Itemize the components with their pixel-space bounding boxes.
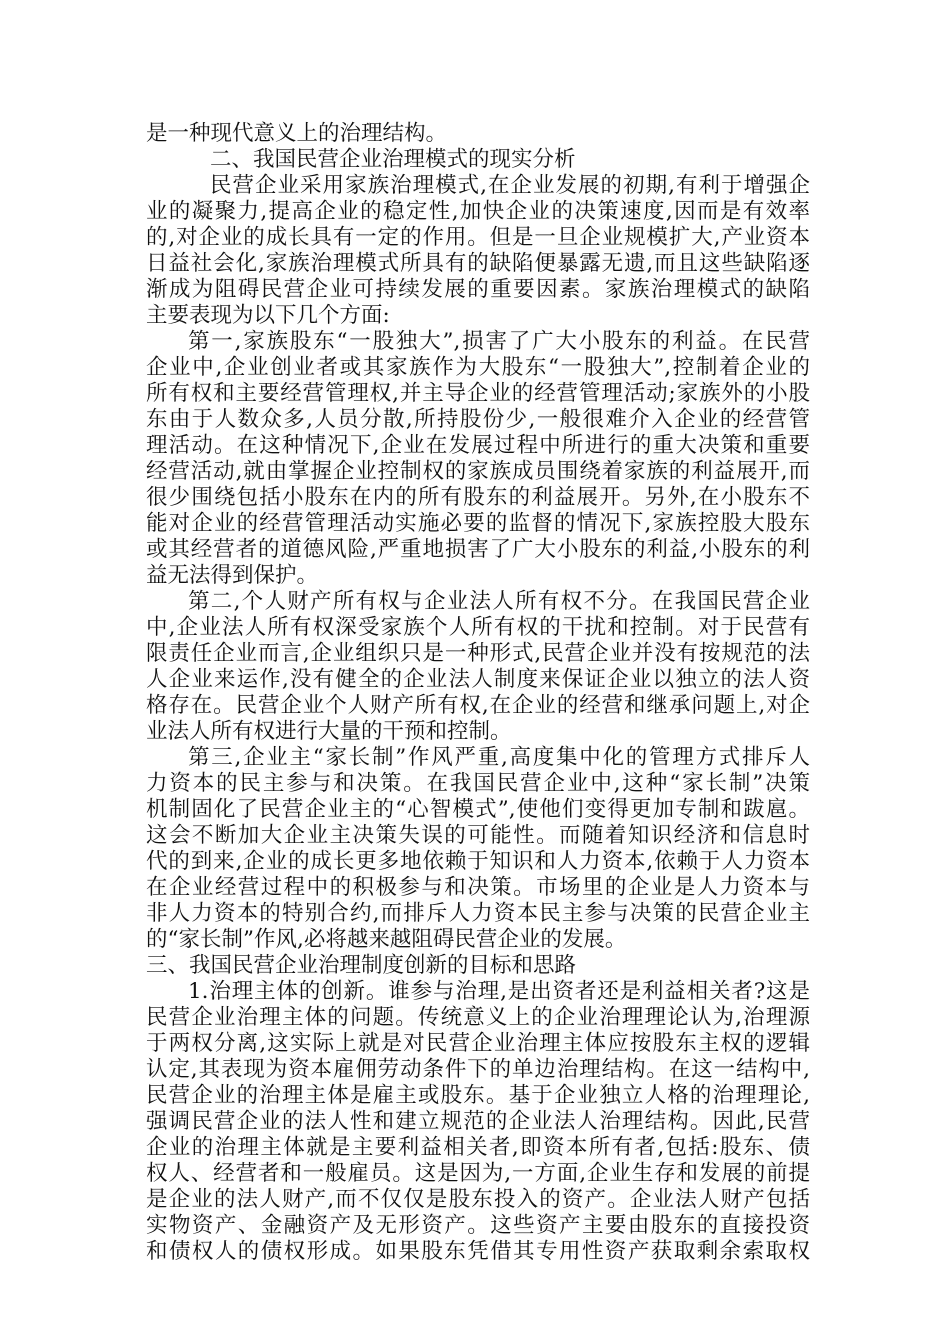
text-line: 民营企业采用家族治理模式,在企业发展的初期,有利于增强企 [210,173,810,198]
text-line: 民营企业的治理主体是雇主或股东。基于企业独立人格的治理理论, [146,1083,810,1108]
text-line: 力资本的民主参与和决策。在我国民营企业中,这种“家长制”决策 [146,771,810,796]
text-line: 或其经营者的道德风险,严重地损害了广大小股东的利益,小股东的利 [146,537,810,562]
document-page [146,121,810,1265]
text-line: 机制固化了民营企业主的“心智模式”,使他们变得更加专制和跋扈。 [146,797,810,822]
text-line: 和债权人的债权形成。如果股东凭借其专用性资产获取剩余索取权 [146,1239,810,1264]
text-line: 理活动。在这种情况下,企业在发展过程中所进行的重大决策和重要 [146,433,810,458]
text-line: 所有权和主要经营管理权,并主导企业的经营管理活动;家族外的小股 [146,381,810,406]
text-line: 非人力资本的特别合约,而排斥人力资本民主参与决策的民营企业主 [146,901,810,926]
text-line: 于两权分离,这实际上就是对民营企业治理主体应按股东主权的逻辑 [146,1031,810,1056]
text-line: 业法人所有权进行大量的干预和控制。 [146,719,512,744]
text-line: 这会不断加大企业主决策失误的可能性。而随着知识经济和信息时 [146,823,810,848]
text-line: 权人、经营者和一般雇员。这是因为,一方面,企业生存和发展的前提 [146,1161,810,1186]
text-line: 是一种现代意义上的治理结构。 [146,121,448,146]
text-line: 民营企业治理主体的问题。传统意义上的企业治理理论认为,治理源 [146,1005,810,1030]
text-line: 益无法得到保护。 [146,563,319,588]
text-line: 业的凝聚力,提高企业的稳定性,加快企业的决策速度,因而是有效率 [146,199,810,224]
text-line: 是企业的法人财产,而不仅仅是股东投入的资产。企业法人财产包括 [146,1187,810,1212]
text-line: 的,对企业的成长具有一定的作用。但是一旦企业规模扩大,产业资本 [146,225,810,250]
text-line: 在企业经营过程中的积极参与和决策。市场里的企业是人力资本与 [146,875,810,900]
text-line: 实物资产、金融资产及无形资产。这些资产主要由股东的直接投资 [146,1213,810,1238]
text-line: 日益社会化,家族治理模式所具有的缺陷便暴露无遗,而且这些缺陷逐 [146,251,810,276]
text-line: 第三,企业主“家长制”作风严重,高度集中化的管理方式排斥人 [188,745,810,770]
text-line: 人企业来运作,没有健全的企业法人制度来保证企业以独立的法人资 [146,667,810,692]
text-line: 格存在。民营企业个人财产所有权,在企业的经营和继承问题上,对企 [146,693,810,718]
text-line: 主要表现为以下几个方面: [146,303,390,328]
text-line: 很少围绕包括小股东在内的所有股东的利益展开。另外,在小股东不 [146,485,810,510]
text-line: 1.治理主体的创新。谁参与治理,是出资者还是利益相关者?这是 [188,979,810,1004]
text-line: 三、我国民营企业治理制度创新的目标和思路 [146,953,577,978]
text-line: 二、我国民营企业治理模式的现实分析 [210,147,576,172]
text-line: 代的到来,企业的成长更多地依赖于知识和人力资本,依赖于人力资本 [146,849,810,874]
text-line: 第二,个人财产所有权与企业法人所有权不分。在我国民营企业 [188,589,810,614]
text-line: 第一,家族股东“一股独大”,损害了广大小股东的利益。在民营 [188,329,810,354]
text-line: 中,企业法人所有权深受家族个人所有权的干扰和控制。对于民营有 [146,615,810,640]
text-line: 强调民营企业的法人性和建立规范的企业法人治理结构。因此,民营 [146,1109,810,1134]
text-line: 东由于人数众多,人员分散,所持股份少,一般很难介入企业的经营管 [146,407,810,432]
text-line: 的“家长制”作风,必将越来越阻碍民营企业的发展。 [146,927,627,952]
text-line: 经营活动,就由掌握企业控制权的家族成员围绕着家族的利益展开,而 [146,459,810,484]
text-line: 能对企业的经营管理活动实施必要的监督的情况下,家族控股大股东 [146,511,810,536]
text-line: 企业的治理主体就是主要利益相关者,即资本所有者,包括:股东、债 [146,1135,810,1160]
text-line: 企业中,企业创业者或其家族作为大股东“一股独大”,控制着企业的 [146,355,810,380]
text-line: 渐成为阻碍民营企业可持续发展的重要因素。家族治理模式的缺陷 [146,277,810,302]
text-line: 认定,其表现为资本雇佣劳动条件下的单边治理结构。在这一结构中, [146,1057,810,1082]
text-line: 限责任企业而言,企业组织只是一种形式,民营企业并没有按规范的法 [146,641,810,666]
